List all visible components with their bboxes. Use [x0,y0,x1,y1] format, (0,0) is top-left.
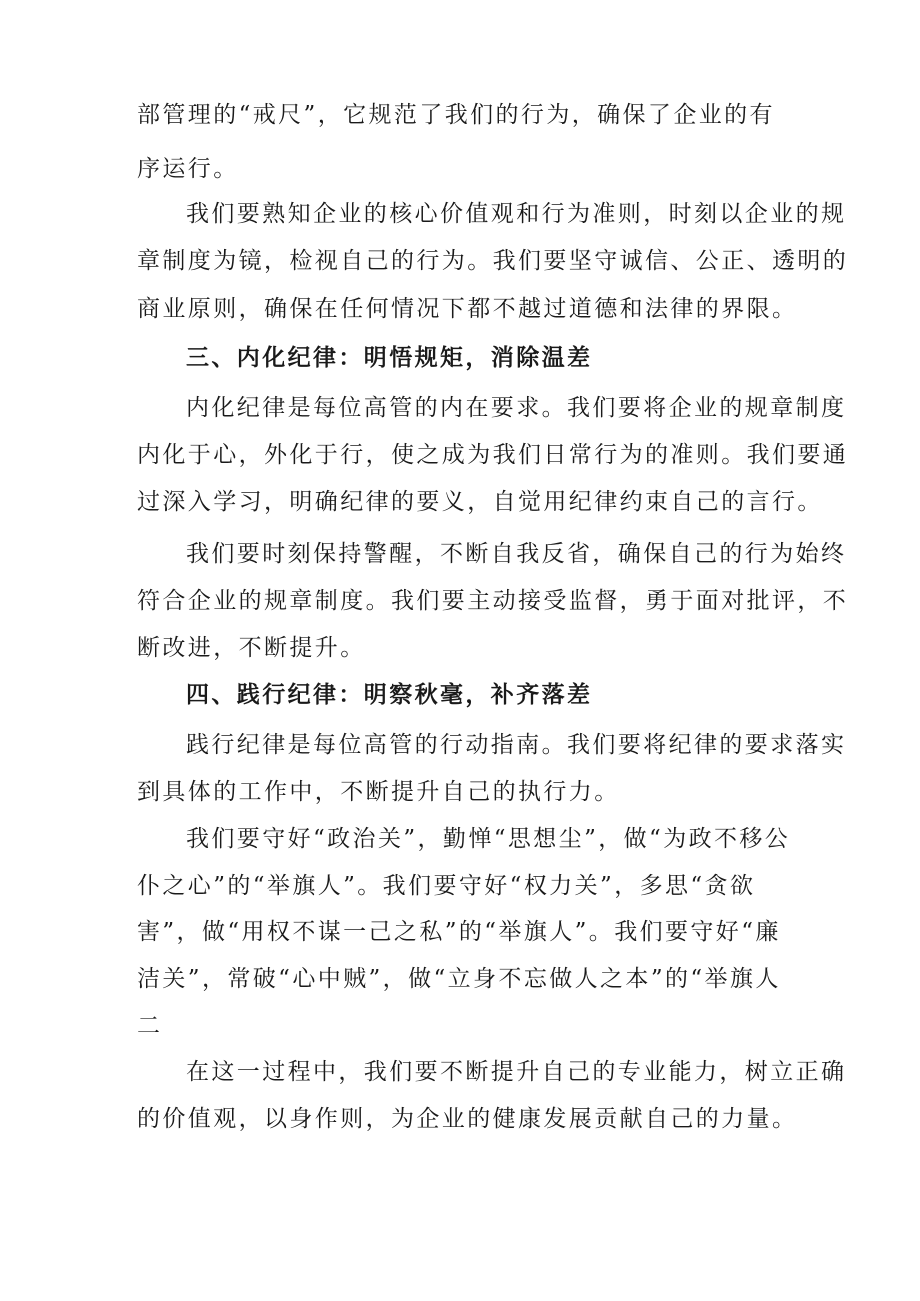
section-heading-3: 三、内化纪律：明悟规矩，消除温差 [186,344,593,371]
text-line: 过深入学习，明确纪律的要义，自觉用纪律约束自己的言行。 [137,489,823,515]
text-line: 部管理的“戒尺”，它规范了我们的行为，确保了企业的有 [137,102,775,128]
section-heading-4: 四、践行纪律：明察秋毫，补齐落差 [186,681,593,708]
text-line: 害”，做“用权不谋一己之私”的“举旗人”。我们要守好“廉 [137,919,781,945]
text-line: 商业原则，确保在任何情况下都不越过道德和法律的界限。 [137,296,798,322]
text-line: 仆之心”的“举旗人”。我们要守好“权力关”，多思“贪欲 [137,873,756,899]
paragraph-start-line: 我们要熟知企业的核心价值观和行为准则，时刻以企业的规 [186,201,847,227]
text-line: 到具体的工作中，不断提升自己的执行力。 [137,779,620,805]
paragraph-start-line: 践行纪律是每位高管的行动指南。我们要将纪律的要求落实 [186,732,847,758]
paragraph-start-line: 在这一过程中，我们要不断提升自己的专业能力，树立正确 [186,1059,847,1085]
text-line: 的价值观，以身作则，为企业的健康发展贡献自己的力量。 [137,1106,798,1132]
text-line: 章制度为镜，检视自己的行为。我们要坚守诚信、公正、透明的 [137,248,849,274]
text-line: 内化于心，外化于行，使之成为我们日常行为的准则。我们要通 [137,442,849,468]
text-line: 符合企业的规章制度。我们要主动接受监督，勇于面对批评，不 [137,588,849,614]
paragraph-start-line: 我们要时刻保持警醒，不断自我反省，确保自己的行为始终 [186,541,847,567]
text-line: 序运行。 [137,156,239,182]
paragraph-start-line: 内化纪律是每位高管的内在要求。我们要将企业的规章制度 [186,395,847,421]
text-line: 断改进，不断提升。 [137,635,366,661]
text-line: 洁关”，常破“心中贼”，做“立身不忘做人之本”的“举旗人 [137,966,781,992]
text-line: 二 [137,1013,163,1039]
paragraph-start-line: 我们要守好“政治关”，勤惮“思想尘”，做“为政不移公 [186,826,791,852]
